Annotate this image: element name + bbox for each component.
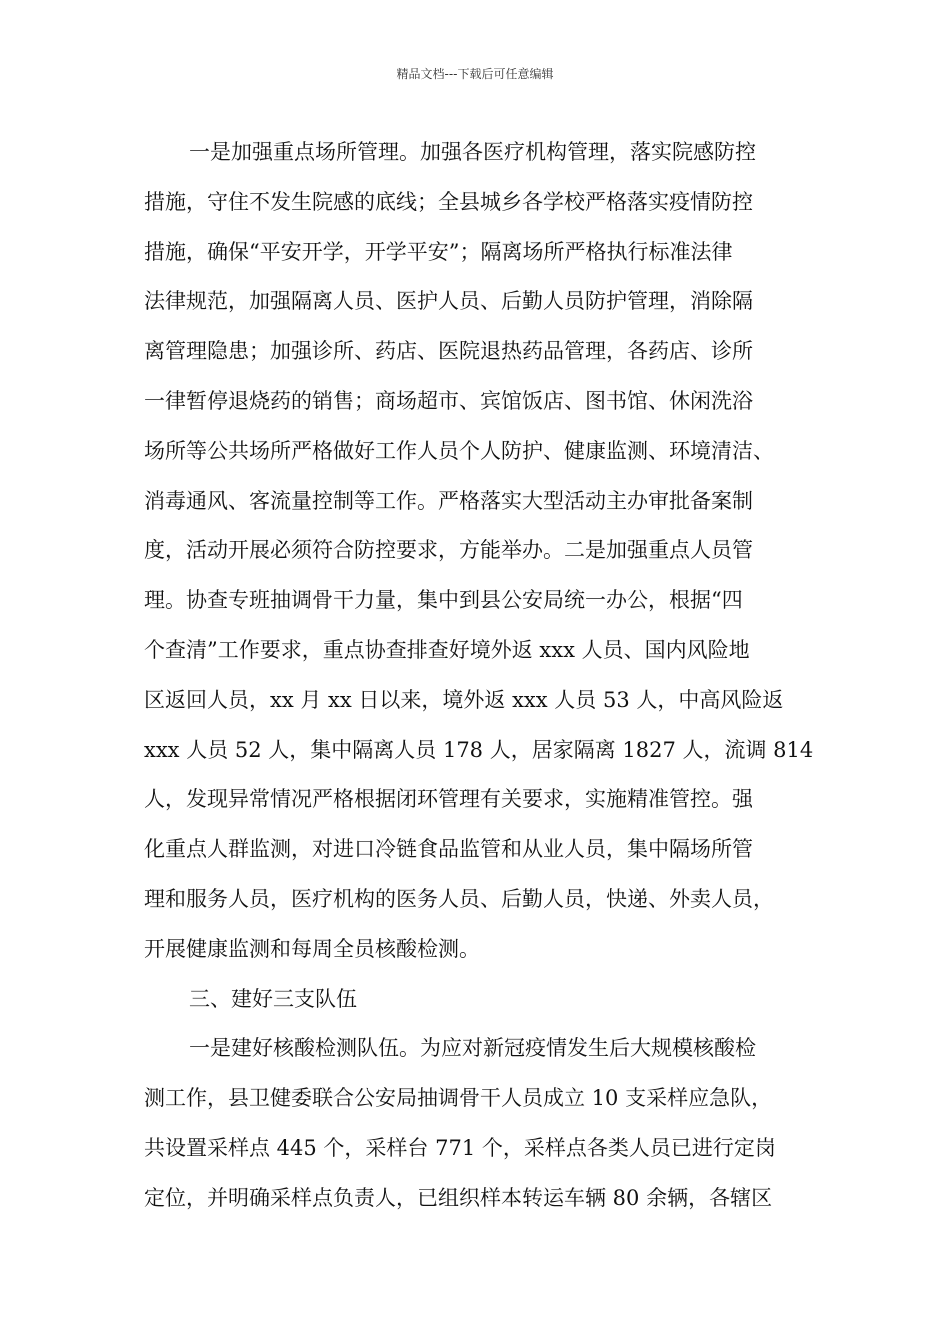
text-line-22: 定位，并明确采样点负责人，已组织样本转运车辆 80 余辆，各辖区 [144, 1185, 773, 1210]
page-header: 精品文档---下载后可任意编辑 [396, 67, 554, 81]
text-line-15: 化重点人群监测，对进口冷链食品监管和从业人员，集中隔场所管 [144, 837, 753, 862]
text-line-10: 理。协查专班抽调骨干力量，集中到县公安局统一办公，根据“四 [144, 588, 743, 613]
text-line-14: 人，发现异常情况严格根据闭环管理有关要求，实施精准管控。强 [144, 787, 753, 812]
text-line-1: 一是加强重点场所管理。加强各医疗机构管理，落实院感防控 [189, 140, 756, 164]
text-line-19: 一是建好核酸检测队伍。为应对新冠疫情发生后大规模核酸检 [189, 1036, 756, 1061]
text-line-4: 法律规范，加强隔离人员、医护人员、后勤人员防护管理，消除隔 [144, 289, 753, 314]
text-line-9: 度，活动开展必须符合防控要求，方能举办。二是加强重点人员管 [144, 538, 753, 563]
text-line-7: 场所等公共场所严格做好工作人员个人防护、健康监测、环境清洁、 [144, 438, 774, 463]
text-line-20: 测工作，县卫健委联合公安局抽调骨干人员成立 10 支采样应急队， [144, 1086, 773, 1111]
document-body [144, 128, 820, 1224]
text-line-8: 消毒通风、客流量控制等工作。严格落实大型活动主办审批备案制 [144, 488, 753, 513]
text-line-16: 理和服务人员，医疗机构的医务人员、后勤人员，快递、外卖人员， [144, 886, 774, 911]
text-line-6: 一律暂停退烧药的销售；商场超市、宾馆饭店、图书馆、休闲洗浴 [144, 388, 753, 413]
text-line-11: 个查清”工作要求，重点协查排查好境外返 xxx 人员、国内风险地 [144, 637, 750, 662]
text-line-17: 开展健康监测和每周全员核酸检测。 [144, 936, 480, 961]
text-line-5: 离管理隐患；加强诊所、药店、医院退热药品管理，各药店、诊所 [144, 339, 753, 364]
text-line-3: 措施，确保“平安开学，开学平安”；隔离场所严格执行标准法律 [144, 239, 733, 264]
text-line-2: 措施，守住不发生院感的底线；全县城乡各学校严格落实疫情防控 [144, 189, 753, 214]
text-line-12: 区返回人员，xx 月 xx 日以来，境外返 xxx 人员 53 人，中高风险返 [144, 687, 784, 712]
text-line-21: 共设置采样点 445 个，采样台 771 个，采样点各类人员已进行定岗 [144, 1135, 776, 1160]
text-line-13: xxx 人员 52 人，集中隔离人员 178 人，居家隔离 1827 人，流调 814 [144, 737, 814, 762]
section-heading: 三、建好三支队伍 [189, 986, 357, 1011]
